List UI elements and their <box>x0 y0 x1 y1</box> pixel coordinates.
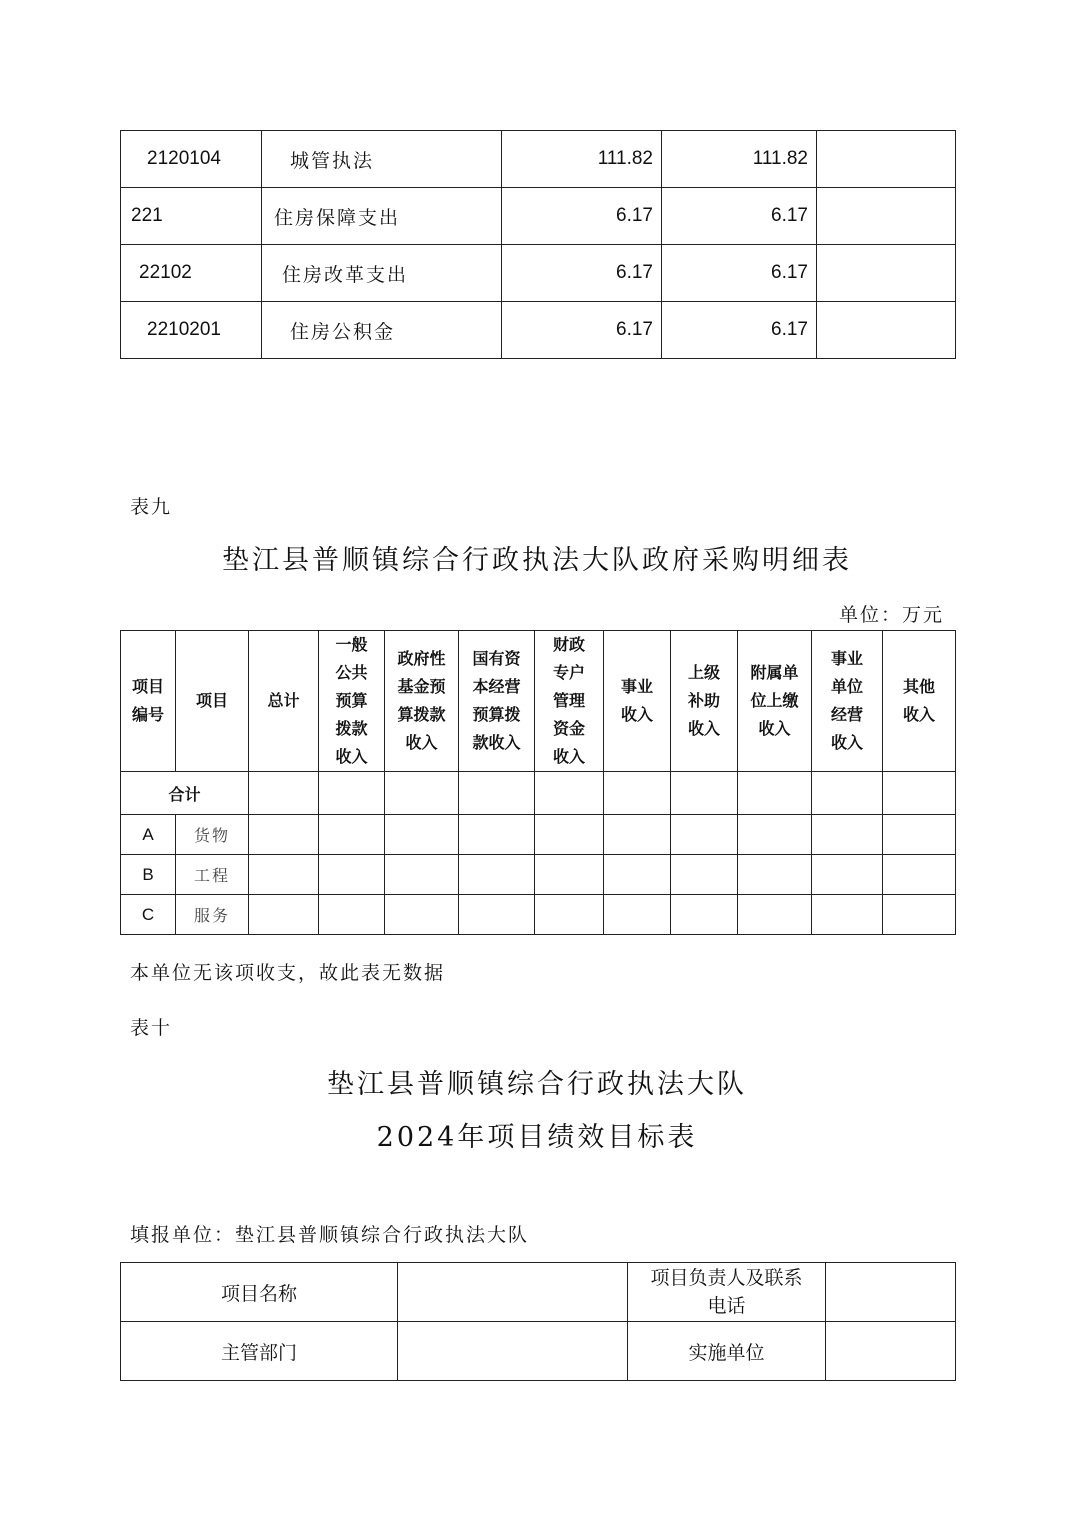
table-row <box>121 815 956 855</box>
row-project <box>817 131 956 188</box>
cell <box>883 815 956 855</box>
budget-expenditure-table <box>120 130 956 359</box>
row-total: 6.17 <box>502 245 662 302</box>
row-name: 住房公积金 <box>262 302 502 359</box>
contact-value <box>826 1263 956 1322</box>
table9-unit: 单位：万元 <box>838 604 944 626</box>
contact-label-cell <box>628 1263 826 1322</box>
cell <box>459 815 535 855</box>
cell <box>249 815 319 855</box>
table-row <box>121 131 956 188</box>
table-row <box>121 1263 956 1322</box>
row-total: 111.82 <box>502 131 662 188</box>
row-project <box>817 245 956 302</box>
cell <box>604 815 671 855</box>
table10-title-line1: 垫江县普顺镇综合行政执法大队 <box>327 1069 747 1100</box>
cell <box>535 895 604 935</box>
row-basic: 111.82 <box>662 131 817 188</box>
row-basic: 6.17 <box>662 188 817 245</box>
cell <box>319 895 385 935</box>
dept-label: 主管部门 <box>121 1322 398 1381</box>
cell <box>319 855 385 895</box>
performance-target-table <box>120 1262 956 1381</box>
row-name: 住房改革支出 <box>262 245 502 302</box>
cell <box>249 772 319 815</box>
row-basic: 6.17 <box>662 245 817 302</box>
header-cell: 项目 <box>176 631 249 772</box>
cell <box>738 772 812 815</box>
row-total: 6.17 <box>502 188 662 245</box>
header-cell: 其他 收入 <box>883 631 956 772</box>
header-cell: 国有资 本经营 预算拨 款收入 <box>459 631 535 772</box>
cell <box>812 895 883 935</box>
table9-note: 本单位无该项收支，故此表无数据 <box>130 962 446 984</box>
row-project <box>817 188 956 245</box>
dept-value <box>398 1322 628 1381</box>
cell <box>459 895 535 935</box>
header-row <box>121 631 956 772</box>
cell <box>671 815 738 855</box>
cell <box>738 895 812 935</box>
cell <box>249 895 319 935</box>
contact-label: 项目负责人及联系电话 <box>650 1267 803 1317</box>
cell <box>535 772 604 815</box>
cell <box>459 772 535 815</box>
project-name-label: 项目名称 <box>121 1263 398 1322</box>
row-code: 221 <box>121 188 262 245</box>
row-name: 城管执法 <box>262 131 502 188</box>
header-cell: 事业 单位 经营 收入 <box>812 631 883 772</box>
table-row <box>121 188 956 245</box>
table9-title: 垫江县普顺镇综合行政执法大队政府采购明细表 <box>222 545 852 576</box>
cell <box>604 895 671 935</box>
cell <box>671 855 738 895</box>
total-row <box>121 772 956 815</box>
table10-filler: 填报单位：垫江县普顺镇综合行政执法大队 <box>130 1224 530 1246</box>
cell <box>671 895 738 935</box>
row-project <box>817 302 956 359</box>
impl-value <box>826 1322 956 1381</box>
header-cell: 财政 专户 管理 资金 收入 <box>535 631 604 772</box>
cell <box>604 855 671 895</box>
row-code: 2210201 <box>121 302 262 359</box>
category-name: 货物 <box>176 815 249 855</box>
header-cell: 一般 公共 预算 拨款 收入 <box>319 631 385 772</box>
cell <box>604 772 671 815</box>
cell <box>738 815 812 855</box>
cell <box>385 772 459 815</box>
cell <box>883 855 956 895</box>
cell <box>883 895 956 935</box>
cell <box>738 855 812 895</box>
cell <box>249 855 319 895</box>
header-cell: 政府性 基金预 算拨款 收入 <box>385 631 459 772</box>
header-cell: 上级 补助 收入 <box>671 631 738 772</box>
project-name-value <box>398 1263 628 1322</box>
row-code: 2120104 <box>121 131 262 188</box>
cell <box>385 815 459 855</box>
category-code: A <box>121 815 176 855</box>
table-row <box>121 855 956 895</box>
table10-title-line2: 2024年项目绩效目标表 <box>376 1122 698 1153</box>
category-code: C <box>121 895 176 935</box>
cell <box>385 895 459 935</box>
header-cell: 总计 <box>249 631 319 772</box>
category-name: 工程 <box>176 855 249 895</box>
table-row <box>121 245 956 302</box>
row-code: 22102 <box>121 245 262 302</box>
table10-label: 表十 <box>130 1017 173 1039</box>
table-row <box>121 1322 956 1381</box>
cell <box>385 855 459 895</box>
cell <box>319 772 385 815</box>
category-code: B <box>121 855 176 895</box>
cell <box>812 815 883 855</box>
table9-label: 表九 <box>130 496 173 518</box>
row-basic: 6.17 <box>662 302 817 359</box>
procurement-table <box>120 630 956 935</box>
row-name: 住房保障支出 <box>262 188 502 245</box>
table-row <box>121 895 956 935</box>
cell <box>812 855 883 895</box>
row-total: 6.17 <box>502 302 662 359</box>
header-cell: 事业 收入 <box>604 631 671 772</box>
table-row <box>121 302 956 359</box>
cell <box>671 772 738 815</box>
cell <box>319 815 385 855</box>
cell <box>535 815 604 855</box>
cell <box>812 772 883 815</box>
cell <box>459 855 535 895</box>
total-label: 合计 <box>121 772 249 815</box>
header-cell: 项目 编号 <box>121 631 176 772</box>
impl-label: 实施单位 <box>628 1322 826 1381</box>
cell <box>883 772 956 815</box>
category-name: 服务 <box>176 895 249 935</box>
header-cell: 附属单 位上缴 收入 <box>738 631 812 772</box>
cell <box>535 855 604 895</box>
